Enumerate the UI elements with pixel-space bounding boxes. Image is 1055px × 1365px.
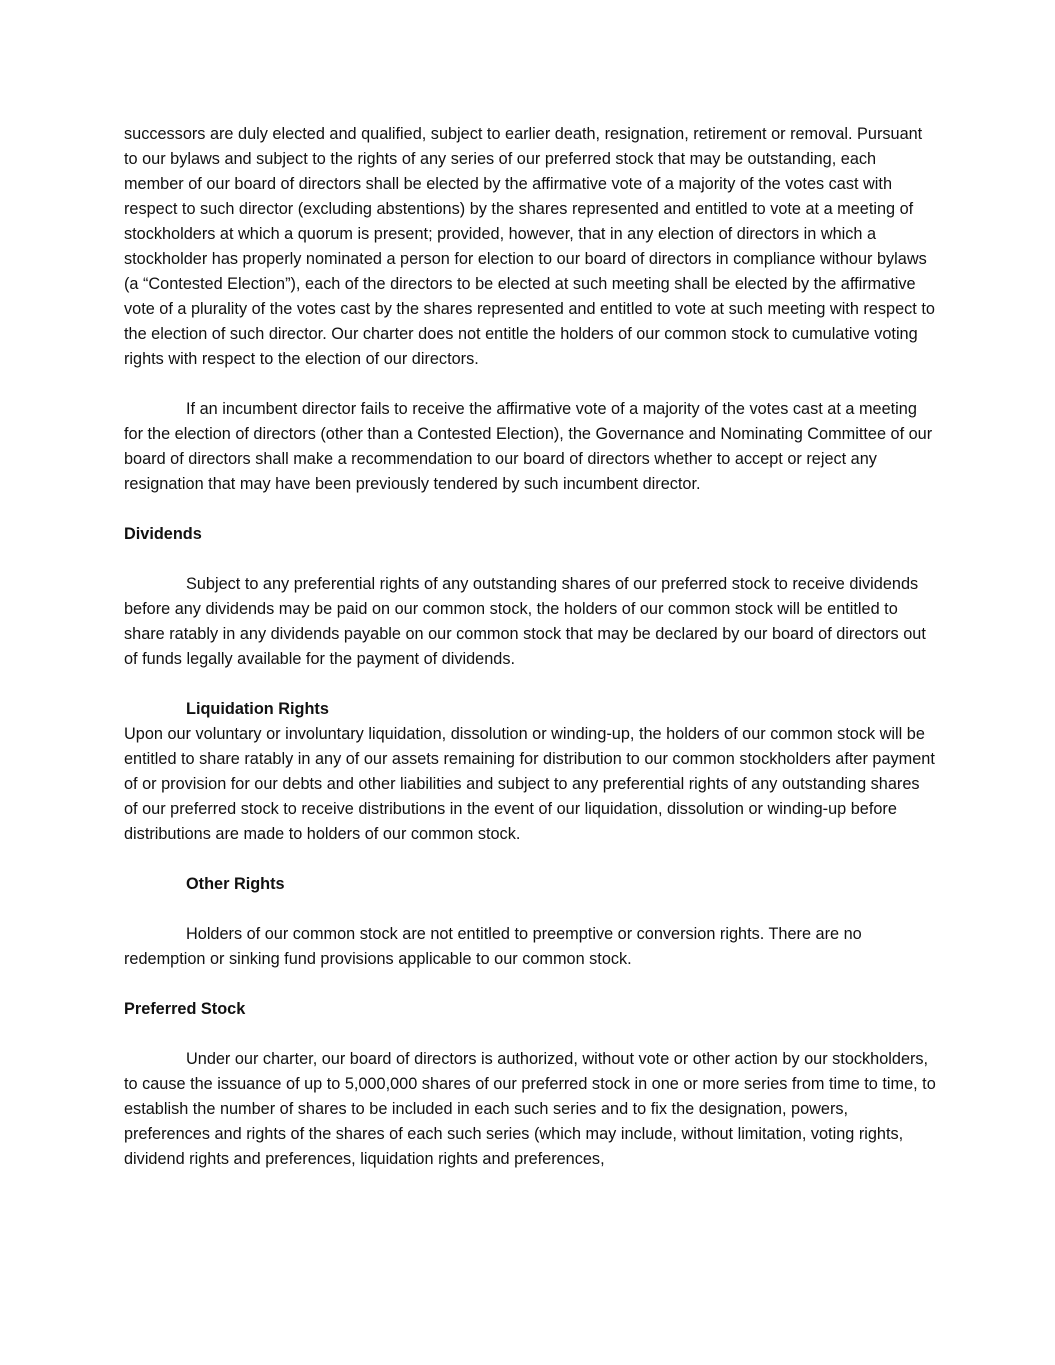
liquidation-rights-paragraph: Upon our voluntary or involuntary liquidation, dissolution or winding-up, the holders of our common stock will be entitled to share ratably in any of our assets remaining for distribution to our common stockholders after payment of or provision for our debts and other liabilities and subject to any preferential rights of any outstanding shares of our preferred stock to receive distributions in the event of our liquidation, dissolution or winding-up before distributions are made to holders of our common stock. [124,725,935,843]
other-rights-heading: Other Rights [186,875,285,893]
dividends-paragraph: Subject to any preferential rights of any outstanding shares of our preferred stock to receive dividends before any dividends may be paid on our common stock, the holders of our common stock will be entitled to share ratably in any dividends payable on our common stock that may be declared by our board of directors out of funds legally available for the payment of dividends. [124,575,926,668]
preferred-stock-paragraph: Under our charter, our board of directors is authorized, without vote or other action by our stockholders, to cause the issuance of up to 5,000,000 shares of our preferred stock in one or more series from time to time, to establish the number of shares to be included in each such series and to fix the designation, powers, preferences and rights of the shares of each such series (which may include, without limitation, voting rights, dividend rights and preferences, liquidation rights and preferences, [124,1050,936,1168]
incumbent-director-paragraph: If an incumbent director fails to receive the affirmative vote of a majority of the votes cast at a meeting for the election of directors (other than a Contested Election), the Governance and Nominating Committee of our board of directors shall make a recommendation to our board of directors whether to accept or reject any resignation that may have been previously tendered by such incumbent director. [124,400,933,493]
dividends-heading: Dividends [124,525,202,543]
director-election-paragraph: successors are duly elected and qualified, subject to earlier death, resignation, retirement or removal. Pursuant to our bylaws and subject to the rights of any series of our preferred stock that may be outstanding, each member of our board of directors shall be elected by the affirmative vote of a majority of the votes cast with respect to such director (excluding abstentions) by the shares represented and entitled to vote at a meeting of stockholders at which a quorum is present; provided, however, that in any election of directors in which a stockholder has properly nominated a person for election to our board of directors in compliance withour bylaws (a “Contested Election”), each of the directors to be elected at such meeting shall be elected by the affirmative vote of a plurality of the votes cast by the shares represented and entitled to vote at such meeting with respect to the election of such director. Our charter does not entitle the holders of our common stock to cumulative voting rights with respect to the election of our directors. [124,125,935,368]
document-page [124,122,936,1197]
other-rights-paragraph: Holders of our common stock are not entitled to preemptive or conversion rights. There are no redemption or sinking fund provisions applicable to our common stock. [124,925,862,968]
preferred-stock-heading: Preferred Stock [124,1000,246,1018]
liquidation-rights-heading: Liquidation Rights [186,700,329,718]
